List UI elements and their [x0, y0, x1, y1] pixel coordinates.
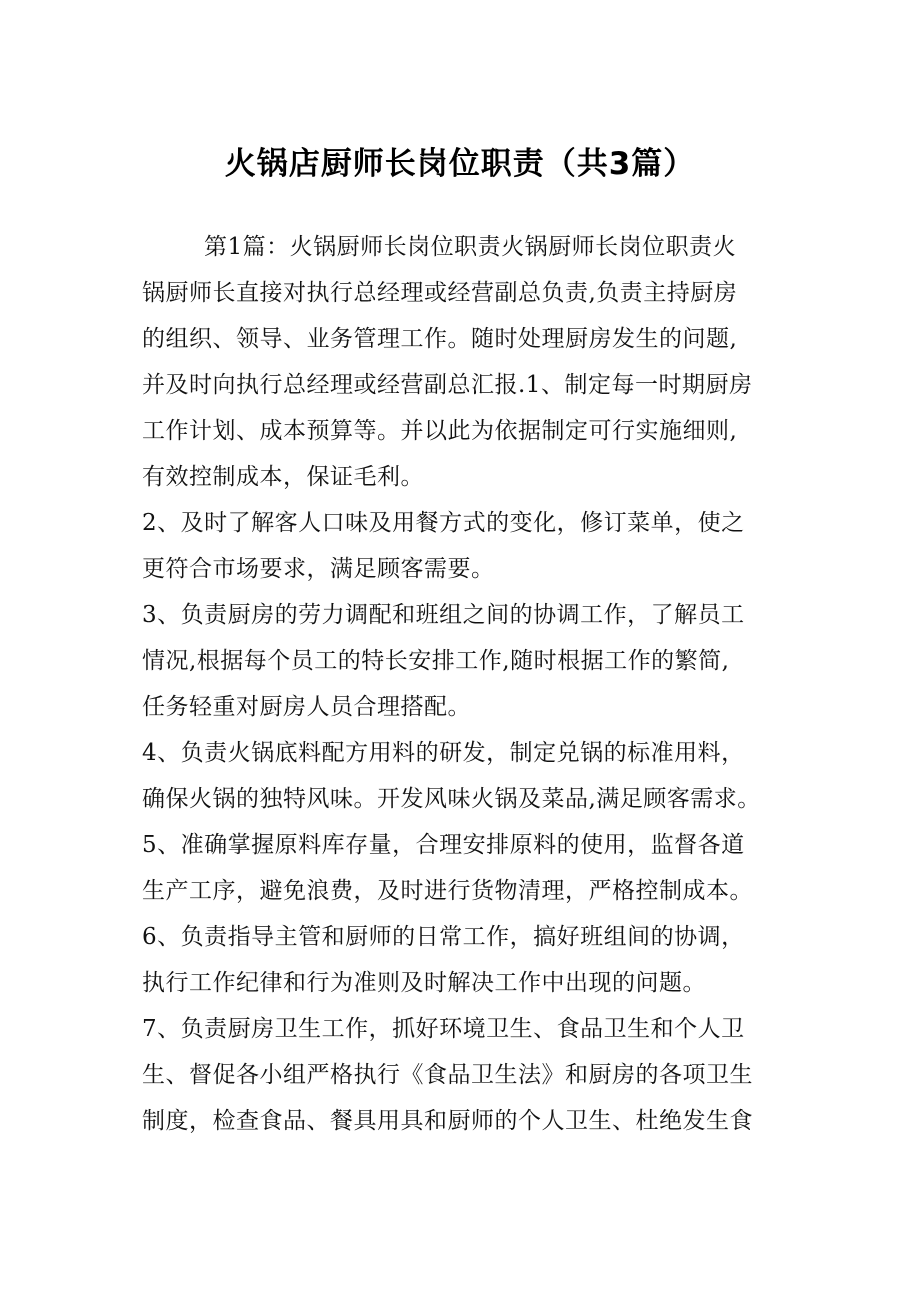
body-line-12: 4、负责火锅底料配方用料的研发，制定兑锅的标准用料， [142, 740, 745, 766]
body-line-19: 生、督促各小组严格执行《食品卫生法》和厨房的各项卫生 [142, 1062, 753, 1088]
body-line-8: 更符合市场要求，满足顾客需要。 [142, 556, 495, 582]
body-line-7: 2、及时了解客人口味及用餐方式的变化，修订菜单，使之 [142, 510, 745, 536]
body-line-11: 任务轻重对厨房人员合理搭配。 [142, 694, 471, 720]
body-line-10: 情况,根据每个员工的特长安排工作,随时根据工作的繁简, [142, 648, 730, 674]
body-line-18: 7、负责厨房卫生工作，抓好环境卫生、食品卫生和个人卫 [142, 1016, 745, 1042]
body-line-17: 执行工作纪律和行为准则及时解决工作中出现的问题。 [142, 970, 706, 996]
body-line-15: 生产工序，避免浪费，及时进行货物清理，严格控制成本。 [142, 878, 753, 904]
body-line-6: 有效控制成本，保证毛利。 [142, 464, 424, 490]
body-line-20: 制度，检查食品、餐具用具和厨师的个人卫生、杜绝发生食 [142, 1108, 753, 1134]
body-line-3: 的组织、领导、业务管理工作。随时处理厨房发生的问题, [142, 326, 738, 352]
body-line-9: 3、负责厨房的劳力调配和班组之间的协调工作，了解员工 [142, 602, 745, 628]
body-line-4: 并及时向执行总经理或经营副总汇报.1、制定每一时期厨房 [142, 372, 753, 398]
body-line-13: 确保火锅的独特风味。开发风味火锅及菜品,满足顾客需求。 [142, 786, 761, 812]
body-line-1: 第1篇：火锅厨师长岗位职责火锅厨师长岗位职责火 [204, 234, 737, 260]
body-line-5: 工作计划、成本预算等。并以此为依据制定可行实施细则, [142, 418, 738, 444]
document-title: 火锅店厨师长岗位职责（共3篇） [224, 146, 696, 182]
body-line-2: 锅厨师长直接对执行总经理或经营副总负责,负责主持厨房 [142, 280, 738, 306]
document-body [142, 224, 812, 1144]
body-line-14: 5、准确掌握原料库存量，合理安排原料的使用，监督各道 [142, 832, 745, 858]
body-line-16: 6、负责指导主管和厨师的日常工作，搞好班组间的协调， [142, 924, 745, 950]
